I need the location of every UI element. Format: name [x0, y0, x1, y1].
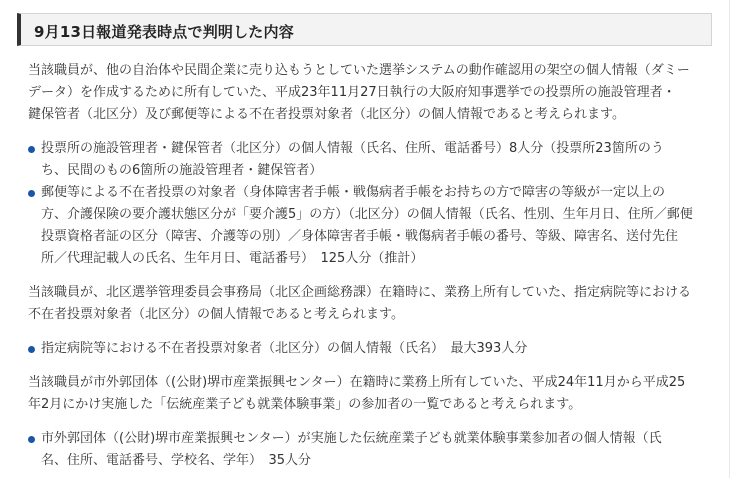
paragraph-1: [28, 60, 718, 126]
list-item: [28, 428, 718, 472]
bullet-list-3: [28, 428, 718, 472]
bullet-dot-icon: [28, 436, 35, 443]
section-heading-box: [17, 13, 712, 46]
list-item-line: 所／代理記載人の氏名、生年月日、電話番号） 125人分（推計）: [41, 251, 424, 266]
section-heading: 9月13日報道発表時点で判明した内容: [34, 23, 294, 41]
paragraph-line: 年2月にかけ実施した「伝統産業子ども就業体験事業」の参加者の一覧であると考えられます。: [28, 397, 582, 412]
paragraph-line: 当該職員が、他の自治体や民間企業に売り込もうとしていた選挙システムの動作確認用の架空の個人情報（ダミー: [28, 63, 690, 78]
paragraph-line: 当該職員が、北区選挙管理委員会事務局（北区企画総務課）在籍時に、業務上所有していた、指定病院等における: [28, 285, 692, 300]
list-item-line: 郵便等による不在者投票の対象者（身体障害者手帳・戦傷病者手帳をお持ちの方で障害の等級が一定以上の: [41, 185, 666, 200]
list-item: [28, 182, 718, 270]
list-item: [28, 138, 718, 182]
bullet-list-2: [28, 338, 718, 360]
bullet-dot-icon: [28, 190, 35, 197]
paragraph-line: 鍵保管者（北区分）及び郵便等による不在者投票対象者（北区分）の個人情報であると考えられます。: [28, 107, 625, 122]
list-item: [28, 338, 718, 360]
content-body: [28, 60, 718, 478]
paragraph-line: 当該職員が市外郭団体（(公財)堺市産業振興センター）在籍時に業務上所有していた、平成24年11月から平成25: [28, 375, 686, 390]
bullet-list-1: [28, 138, 718, 270]
list-item-line: 名、住所、電話番号、学校名、学年） 35人分: [41, 453, 312, 468]
paragraph-line: データ）を作成するために所有していた、平成23年11月27日執行の大阪府知事選挙での投票所の施設管理者・: [28, 85, 676, 100]
bullet-dot-icon: [28, 146, 35, 153]
bullet-dot-icon: [28, 346, 35, 353]
list-item-line: ち、民間のもの6箇所の施設管理者・鍵保管者）: [41, 163, 323, 178]
list-item-line: 指定病院等における不在者投票対象者（北区分）の個人情報（氏名） 最大393人分: [41, 341, 528, 356]
paragraph-2: [28, 282, 718, 326]
list-item-line: 投票所の施設管理者・鍵保管者（北区分）の個人情報（氏名、住所、電話番号）8人分（投票所23箇所のう: [41, 141, 664, 156]
paragraph-line: 不在者投票対象者（北区分）の個人情報であると考えられます。: [28, 307, 404, 322]
paragraph-3: [28, 372, 718, 416]
list-item-line: 方、介護保険の要介護状態区分が「要介護5」の方）（北区分）の個人情報（氏名、性別、生年月日、住所／郵便: [41, 207, 693, 222]
list-item-line: 投票資格者証の区分（障害、介護等の別）／身体障害者手帳・戦傷病者手帳の番号、等級、障害名、送付先住: [41, 229, 679, 244]
list-item-line: 市外郭団体（(公財)堺市産業振興センター）が実施した伝統産業子ども就業体験事業参加者の個人情報（氏: [41, 431, 662, 446]
